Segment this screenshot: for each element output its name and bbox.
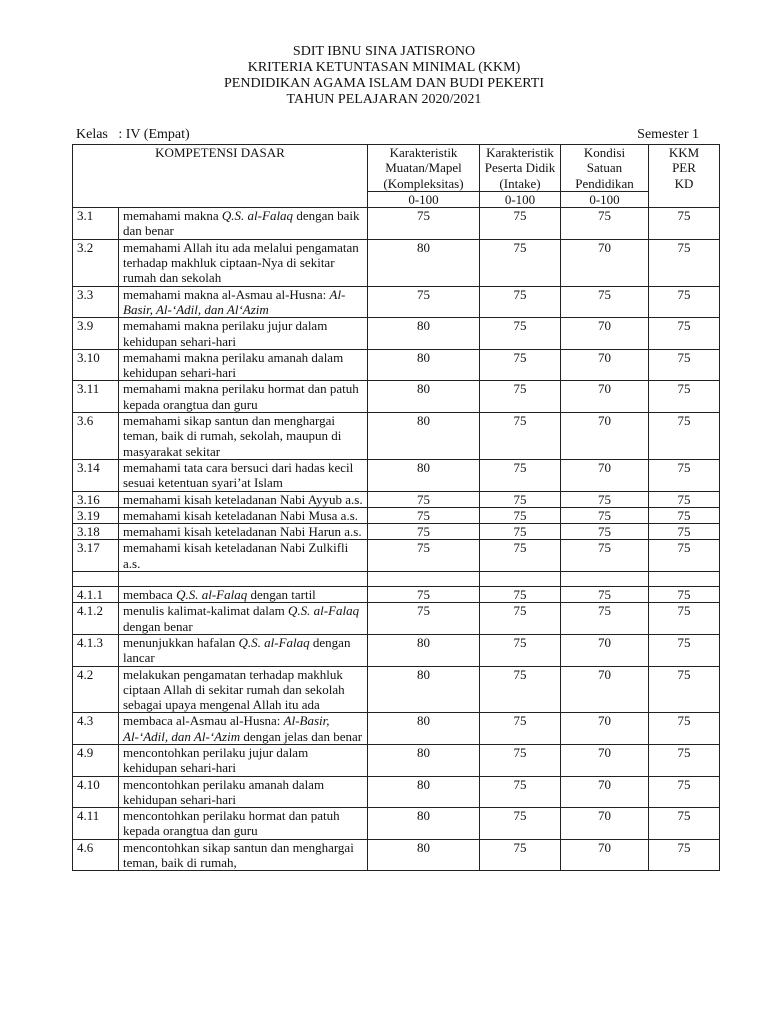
kd-number: 3.19 xyxy=(73,507,119,523)
table-row xyxy=(73,713,720,745)
kondisi-value: 75 xyxy=(561,286,649,318)
kd-description xyxy=(119,666,368,713)
kd-number: 3.11 xyxy=(73,381,119,413)
scale-kondisi: 0-100 xyxy=(561,191,649,207)
peserta-value: 75 xyxy=(480,208,561,240)
kondisi-value: 70 xyxy=(561,713,649,745)
kondisi-value: 70 xyxy=(561,808,649,840)
kkm-value: 75 xyxy=(649,413,720,460)
kd-description xyxy=(119,587,368,603)
kd-description-text: dengan jelas dan benar xyxy=(240,728,363,744)
kondisi-value: 75 xyxy=(561,524,649,540)
kondisi-value: 70 xyxy=(561,666,649,713)
class-label: Kelas : IV (Empat) xyxy=(76,127,190,142)
kd-number: 3.3 xyxy=(73,286,119,318)
subject-name: PENDIDIKAN AGAMA ISLAM DAN BUDI PEKERTI xyxy=(224,76,544,91)
kd-description-text: memahami makna al-Asmau al-Husna: xyxy=(123,286,330,302)
empty-cell xyxy=(649,572,720,587)
kd-description-text: membaca xyxy=(123,587,177,603)
kd-number: 3.16 xyxy=(73,491,119,507)
kondisi-value: 75 xyxy=(561,540,649,572)
kondisi-value: 70 xyxy=(561,381,649,413)
muatan-value: 75 xyxy=(368,540,480,572)
kkm-table-body xyxy=(73,208,720,871)
empty-cell xyxy=(73,572,119,587)
kd-description-text: dengan tartil xyxy=(247,587,316,603)
empty-cell xyxy=(561,572,649,587)
kd-description-text: dengan benar xyxy=(123,618,193,634)
kondisi-value: 75 xyxy=(561,491,649,507)
table-row xyxy=(73,507,720,523)
kondisi-value: 70 xyxy=(561,634,649,666)
kd-description-text: memahami makna perilaku jujur dalam kehidupan sehari-hari xyxy=(123,318,328,349)
muatan-value: 75 xyxy=(368,286,480,318)
document-title: KRITERIA KETUNTASAN MINIMAL (KKM) xyxy=(247,60,521,75)
kd-description-text: memahami Allah itu ada melalui pengamatan terhadap makhluk ciptaan-Nya di sekitar rumah dan sekolah xyxy=(123,239,359,286)
header-kompetensi-dasar: KOMPETENSI DASAR xyxy=(73,145,368,208)
kkm-value: 75 xyxy=(649,286,720,318)
kd-description xyxy=(119,208,368,240)
kondisi-value: 70 xyxy=(561,776,649,808)
kd-description xyxy=(119,349,368,381)
academic-year: TAHUN PELAJARAN 2020/2021 xyxy=(286,92,482,107)
kd-description-text: memahami kisah keteladanan Nabi Musa a.s. xyxy=(123,507,359,523)
muatan-value: 80 xyxy=(368,776,480,808)
kd-description-text: memahami kisah keteladanan Nabi Ayyub a.s. xyxy=(123,491,363,507)
kkm-value: 75 xyxy=(649,713,720,745)
muatan-value: 80 xyxy=(368,459,480,491)
kd-description xyxy=(119,286,368,318)
peserta-value: 75 xyxy=(480,349,561,381)
table-row xyxy=(73,666,720,713)
peserta-value: 75 xyxy=(480,540,561,572)
table-row xyxy=(73,491,720,507)
kd-description-text: memahami sikap santun dan menghargai teman, baik di rumah, sekolah, maupun di masyarakat sekitar xyxy=(123,413,342,459)
kd-description-text: mencontohkan sikap santun dan menghargai teman, baik di rumah, xyxy=(123,839,354,871)
peserta-value: 75 xyxy=(480,839,561,871)
empty-cell xyxy=(480,572,561,587)
kd-number: 4.3 xyxy=(73,713,119,745)
kd-number: 3.14 xyxy=(73,459,119,491)
kd-description xyxy=(119,318,368,350)
table-row xyxy=(73,286,720,318)
kkm-value: 75 xyxy=(649,349,720,381)
kondisi-value: 70 xyxy=(561,413,649,460)
kd-description-text: memahami makna perilaku hormat dan patuh kepada orangtua dan guru xyxy=(123,381,359,412)
kondisi-value: 70 xyxy=(561,349,649,381)
scale-peserta: 0-100 xyxy=(480,191,561,207)
kd-number: 4.9 xyxy=(73,744,119,776)
kkm-value: 75 xyxy=(649,491,720,507)
kd-description-italic: Q.S. al-Falaq xyxy=(221,208,294,224)
kd-number: 3.9 xyxy=(73,318,119,350)
kkm-value: 75 xyxy=(649,666,720,713)
peserta-value: 75 xyxy=(480,318,561,350)
peserta-value: 75 xyxy=(480,587,561,603)
kd-description xyxy=(119,239,368,286)
scale-muatan: 0-100 xyxy=(368,191,480,207)
peserta-value: 75 xyxy=(480,507,561,523)
muatan-value: 80 xyxy=(368,666,480,713)
kd-description xyxy=(119,776,368,808)
kd-description xyxy=(119,839,368,871)
kd-description-text: mencontohkan perilaku amanah dalam kehidupan sehari-hari xyxy=(123,776,325,807)
peserta-value: 75 xyxy=(480,603,561,635)
kd-description-text: membaca al-Asmau al-Husna: xyxy=(123,713,284,729)
peserta-value: 75 xyxy=(480,713,561,745)
muatan-value: 75 xyxy=(368,587,480,603)
kkm-value: 75 xyxy=(649,507,720,523)
kondisi-value: 70 xyxy=(561,839,649,871)
muatan-value: 80 xyxy=(368,349,480,381)
kd-number: 4.11 xyxy=(73,808,119,840)
kkm-value: 75 xyxy=(649,540,720,572)
kd-description xyxy=(119,524,368,540)
kd-description xyxy=(119,744,368,776)
kd-description-text: memahami makna perilaku amanah dalam kehidupan sehari-hari xyxy=(123,349,344,381)
kd-description-text: memahami tata cara bersuci dari hadas kecil sesuai ketentuan syari’at Islam xyxy=(123,459,354,491)
kd-number: 4.10 xyxy=(73,776,119,808)
table-row xyxy=(73,776,720,808)
kondisi-value: 70 xyxy=(561,459,649,491)
muatan-value: 80 xyxy=(368,634,480,666)
table-row xyxy=(73,318,720,350)
kondisi-value: 75 xyxy=(561,587,649,603)
kondisi-value: 70 xyxy=(561,239,649,286)
kondisi-value: 70 xyxy=(561,744,649,776)
kd-number: 3.1 xyxy=(73,208,119,240)
muatan-value: 80 xyxy=(368,413,480,460)
table-row xyxy=(73,459,720,491)
kd-description-text: memahami kisah keteladanan Nabi Harun a.s. xyxy=(123,524,362,540)
kkm-value: 75 xyxy=(649,239,720,286)
peserta-value: 75 xyxy=(480,666,561,713)
kd-description xyxy=(119,413,368,460)
table-row xyxy=(73,381,720,413)
muatan-value: 75 xyxy=(368,524,480,540)
kd-number: 3.2 xyxy=(73,239,119,286)
kkm-value: 75 xyxy=(649,603,720,635)
table-row xyxy=(73,540,720,572)
kd-description xyxy=(119,381,368,413)
kd-number: 4.2 xyxy=(73,666,119,713)
kkm-value: 75 xyxy=(649,744,720,776)
table-row xyxy=(73,634,720,666)
kd-description-text: menunjukkan hafalan xyxy=(123,634,239,650)
muatan-value: 80 xyxy=(368,808,480,840)
header-kondisi: Kondisi Satuan Pendidikan xyxy=(561,145,649,192)
kd-description-text: melakukan pengamatan terhadap makhluk ciptaan Allah di sekitar rumah dan sekolah sebagai upaya mengenal Allah itu ada xyxy=(123,666,345,713)
table-row xyxy=(73,744,720,776)
table-row xyxy=(73,524,720,540)
kd-description-italic: Al-Basir, Al-‘Adil, dan Al-‘Azim xyxy=(123,713,330,744)
kd-number: 4.1.1 xyxy=(73,587,119,603)
kd-number: 4.1.2 xyxy=(73,603,119,635)
kd-description xyxy=(119,491,368,507)
header-kkm: KKM PER KD xyxy=(649,145,720,208)
kd-description xyxy=(119,459,368,491)
peserta-value: 75 xyxy=(480,413,561,460)
kd-number: 4.6 xyxy=(73,839,119,871)
kd-description-italic: Q.S. al-Falaq xyxy=(176,587,248,603)
header-muatan: Karakteristik Muatan/Mapel (Kompleksitas) xyxy=(368,145,480,192)
muatan-value: 80 xyxy=(368,713,480,745)
kondisi-value: 75 xyxy=(561,603,649,635)
table-row xyxy=(73,413,720,460)
kondisi-value: 70 xyxy=(561,318,649,350)
kd-description-text: dengan baik dan benar xyxy=(123,208,360,239)
muatan-value: 80 xyxy=(368,239,480,286)
kd-description xyxy=(119,634,368,666)
kkm-value: 75 xyxy=(649,459,720,491)
peserta-value: 75 xyxy=(480,239,561,286)
header-row xyxy=(73,145,720,192)
kd-description-text: memahami makna xyxy=(123,208,222,224)
kd-description-text: menulis kalimat-kalimat dalam xyxy=(123,603,288,619)
muatan-value: 75 xyxy=(368,507,480,523)
kd-number: 3.18 xyxy=(73,524,119,540)
peserta-value: 75 xyxy=(480,491,561,507)
kd-description-text: mencontohkan perilaku jujur dalam kehidupan sehari-hari xyxy=(123,744,309,776)
kkm-value: 75 xyxy=(649,776,720,808)
kd-number: 3.17 xyxy=(73,540,119,572)
peserta-value: 75 xyxy=(480,286,561,318)
class-info xyxy=(76,127,699,143)
muatan-value: 75 xyxy=(368,603,480,635)
kd-description-italic: Q.S. al-Falaq xyxy=(238,634,310,650)
kd-description-text: dengan lancar xyxy=(123,634,351,666)
header-peserta: Karakteristik Peserta Didik (Intake) xyxy=(480,145,561,192)
peserta-value: 75 xyxy=(480,808,561,840)
kondisi-value: 75 xyxy=(561,507,649,523)
kkm-value: 75 xyxy=(649,318,720,350)
kkm-value: 75 xyxy=(649,808,720,840)
kd-description-italic: Q.S. al-Falaq xyxy=(287,603,360,619)
table-row xyxy=(73,587,720,603)
empty-cell xyxy=(119,572,368,587)
kd-description xyxy=(119,713,368,745)
document-header xyxy=(0,44,768,108)
muatan-value: 80 xyxy=(368,839,480,871)
kd-number: 4.1.3 xyxy=(73,634,119,666)
kkm-value: 75 xyxy=(649,839,720,871)
kd-number: 3.6 xyxy=(73,413,119,460)
kd-description-text: memahami kisah keteladanan Nabi Zulkifli a.s. xyxy=(123,540,349,571)
kd-description xyxy=(119,507,368,523)
kkm-value: 75 xyxy=(649,208,720,240)
kd-description-italic: Al-Basir, Al-‘Adil, dan Al‘Azim xyxy=(123,286,346,317)
peserta-value: 75 xyxy=(480,524,561,540)
kkm-value: 75 xyxy=(649,524,720,540)
peserta-value: 75 xyxy=(480,459,561,491)
table-row xyxy=(73,808,720,840)
table-row xyxy=(73,208,720,240)
table-row xyxy=(73,603,720,635)
peserta-value: 75 xyxy=(480,776,561,808)
muatan-value: 80 xyxy=(368,744,480,776)
kondisi-value: 75 xyxy=(561,208,649,240)
muatan-value: 75 xyxy=(368,208,480,240)
muatan-value: 80 xyxy=(368,318,480,350)
kd-number: 3.10 xyxy=(73,349,119,381)
kkm-value: 75 xyxy=(649,587,720,603)
kkm-table xyxy=(72,144,720,871)
spacer-row xyxy=(73,572,720,587)
kkm-value: 75 xyxy=(649,381,720,413)
kkm-value: 75 xyxy=(649,634,720,666)
table-row xyxy=(73,839,720,871)
kd-description xyxy=(119,540,368,572)
table-row xyxy=(73,239,720,286)
muatan-value: 75 xyxy=(368,491,480,507)
table-row xyxy=(73,349,720,381)
peserta-value: 75 xyxy=(480,744,561,776)
peserta-value: 75 xyxy=(480,381,561,413)
kd-description xyxy=(119,603,368,635)
school-name: SDIT IBNU SINA JATISRONO xyxy=(292,44,476,59)
muatan-value: 80 xyxy=(368,381,480,413)
kd-description-text: mencontohkan perilaku hormat dan patuh kepada orangtua dan guru xyxy=(123,808,340,839)
semester-label: Semester 1 xyxy=(637,127,699,142)
kd-description xyxy=(119,808,368,840)
peserta-value: 75 xyxy=(480,634,561,666)
empty-cell xyxy=(368,572,480,587)
